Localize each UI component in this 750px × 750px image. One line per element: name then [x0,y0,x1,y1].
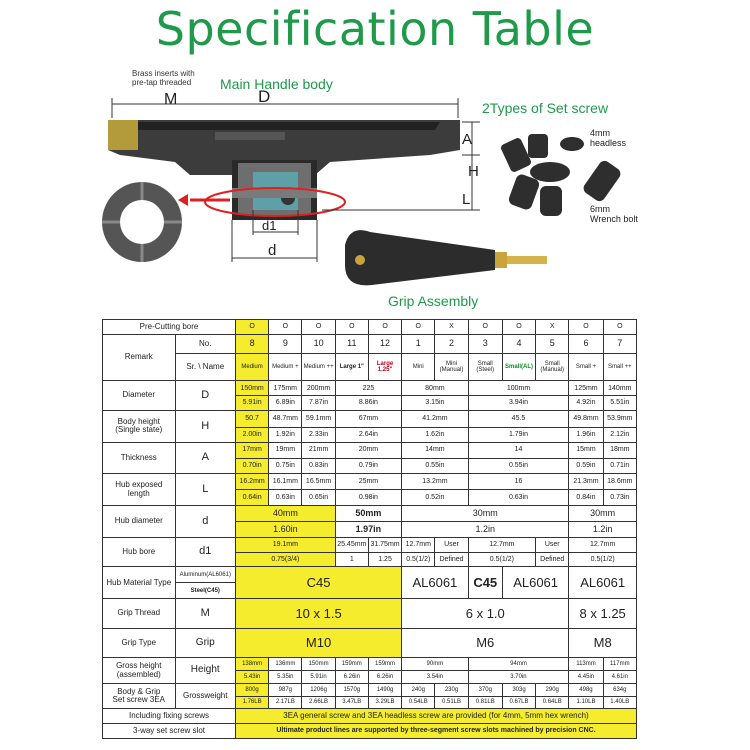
model-no: 5 [536,334,569,353]
grip-thread-label: Grip Thread [103,599,176,629]
gross-weight-lb: 1.10LB [569,696,603,709]
diameter-in: 3.94in [468,396,569,411]
gross-height-in: 3.70in [468,671,569,684]
gross-weight-g: 1206g [302,683,335,696]
precut-cell: O [603,320,636,335]
hub-exposed-in: 0.63in [468,490,569,506]
hub-bore-user: User [435,537,468,552]
model-name: Small + [569,353,603,381]
material-steel: Steel(C45) [175,583,235,599]
hub-bore-label: Hub bore [103,537,176,567]
model-no: 3 [468,334,502,353]
hub-exposed-mm: 21.3mm [569,474,603,490]
precut-cell: X [435,320,468,335]
diameter-in: 3.15in [402,396,468,411]
hub-bore-mm: 19.1mm [235,537,335,552]
body-height-in: 2.33in [302,427,335,442]
precut-cell: O [402,320,435,335]
body-height-mm: 48.7mm [269,410,302,427]
headless-label-2: headless [590,138,627,148]
name-row [103,353,637,381]
material-value: AL6061 [569,567,637,599]
thickness-mm: 17mm [235,442,268,458]
spec-table [102,319,637,739]
body-height-in: 1.96in [569,427,603,442]
brass-note-2: pre-tap threaded [132,78,192,87]
hub-bore-in: 0.5(1/2) [468,552,535,567]
body-height-mm: 53.9mm [603,410,636,427]
gross-height-mm: 150mm [302,658,335,671]
body-height-label: Body height (Single state) [103,410,176,442]
dim-d-label: D [258,87,271,106]
thickness-in: 0.71in [603,458,636,474]
diameter-in: 6.89in [269,396,302,411]
body-height-in: 2.12in [603,427,636,442]
thickness-mm: 20mm [335,442,401,458]
gross-weight-g: 370g [468,683,502,696]
dim-m-label: M [164,91,178,108]
diameter-mm: 100mm [468,381,569,396]
hub-material-label: Hub Material Type [103,567,176,599]
material-aluminum: Aluminum(AL6061) [175,567,235,583]
model-no: 6 [569,334,603,353]
gross-weight-g: 303g [502,683,535,696]
model-name: Large 1.25" [368,353,401,381]
hub-diameter-mm: 50mm [335,506,401,522]
diameter-mm: 200mm [302,381,335,396]
precut-cell: O [302,320,335,335]
hub-exposed-label: Hub exposed length [103,474,176,506]
model-name: Mini (Manual) [435,353,468,381]
gross-height-in: 3.54in [402,671,468,684]
hub-diameter-label: Hub diameter [103,506,176,538]
model-name: Small (Manual) [536,353,569,381]
model-name: Small ++ [603,353,636,381]
body-height-in: 2.00in [235,427,268,442]
material-value: C45 [235,567,401,599]
grip-thread-value: 10 x 1.5 [235,599,401,629]
model-no: 11 [335,334,368,353]
gross-weight-label: Body & Grip Set screw 3EA [103,683,176,708]
gross-weight-g: 987g [269,683,302,696]
grip-thread-value: 8 x 1.25 [569,599,637,629]
hub-diameter-in: 1.60in [235,522,335,538]
hub-exposed-mm: 25mm [335,474,401,490]
body-height-mm: 49.8mm [569,410,603,427]
hub-exposed-mm: 18.6mm [603,474,636,490]
hub-exposed-symbol: L [175,474,235,506]
gross-weight-lb: 3.29LB [368,696,401,709]
gross-height-in: 6.26in [335,671,368,684]
hub-exposed-in: 0.84in [569,490,603,506]
gross-weight-g: 290g [536,683,569,696]
brass-note: Brass inserts with [132,69,195,78]
thickness-in: 0.83in [302,458,335,474]
gross-weight-lb: 0.51LB [435,696,468,709]
set-screw-title: 2Types of Set screw [482,100,609,116]
gross-weight-lb: 0.54LB [402,696,435,709]
precut-cell: O [502,320,535,335]
hub-exposed-in: 0.52in [402,490,468,506]
remark-label: Remark [103,334,176,381]
gross-weight-lb: 3.47LB [335,696,368,709]
grip-type-value: M6 [402,628,569,658]
body-height-symbol: H [175,410,235,442]
hub-exposed-mm: 16.2mm [235,474,268,490]
hub-bore-defined: Defined [536,552,569,567]
grip-type-symbol: Grip [175,628,235,658]
hub-bore-in: 0.75(3/4) [235,552,335,567]
thickness-mm: 21mm [302,442,335,458]
no-label: No. [175,334,235,353]
grip-assembly-image [345,230,547,285]
model-name: Small(AL) [502,353,535,381]
hub-bore-mm: 12.7mm [402,537,435,552]
gross-weight-lb: 2.66LB [302,696,335,709]
gross-height-symbol: Height [175,658,235,683]
main-body-label: Main Handle body [220,76,333,92]
hub-bore-mm: 31.75mm [368,537,401,552]
diameter-mm: 150mm [235,381,268,396]
thickness-in: 0.70in [235,458,268,474]
body-height-mm: 59.1mm [302,410,335,427]
thickness-symbol: A [175,442,235,474]
thickness-in: 0.79in [335,458,401,474]
gross-height-in: 5.43in [235,671,268,684]
gross-height-in: 5.35in [269,671,302,684]
model-name: Medium ++ [302,353,335,381]
grip-type-value: M8 [569,628,637,658]
gross-height-mm: 113mm [569,658,603,671]
hub-exposed-in: 0.65in [302,490,335,506]
wrench-label: 6mm [590,204,610,214]
hub-diameter-mm: 40mm [235,506,335,522]
hub-diameter-in: 1.2in [402,522,569,538]
model-no: 9 [269,334,302,353]
hub-bore-mm: 12.7mm [468,537,535,552]
hub-diameter-in: 1.97in [335,522,401,538]
hub-bore-defined: Defined [435,552,468,567]
headless-label: 4mm [590,128,610,138]
precut-cell: O [569,320,603,335]
diameter-mm: 125mm [569,381,603,396]
diameter-label: Diameter [103,381,176,411]
thickness-label: Thickness [103,442,176,474]
gross-weight-lb: 0.81LB [468,696,502,709]
gross-height-mm: 117mm [603,658,636,671]
diameter-mm: 140mm [603,381,636,396]
model-no: 2 [435,334,468,353]
gross-height-mm: 159mm [368,658,401,671]
hub-exposed-in: 0.98in [335,490,401,506]
hub-bore-in: 1.25 [368,552,401,567]
precut-cell: O [235,320,268,335]
hub-diameter-in: 1.2in [569,522,637,538]
gross-weight-lb: 1.40LB [603,696,636,709]
material-value: AL6061 [402,567,468,599]
body-height-mm: 41.2mm [402,410,468,427]
thickness-mm: 19mm [269,442,302,458]
thickness-in: 0.59in [569,458,603,474]
body-height-in: 1.62in [402,427,468,442]
gross-height-mm: 94mm [468,658,569,671]
model-no: 12 [368,334,401,353]
gross-height-in: 4.45in [569,671,603,684]
precut-label: Pre-Cutting bore [103,320,236,335]
page-title: Specification Table [155,2,595,56]
hub-diameter-mm: 30mm [402,506,569,522]
hub-exposed-mm: 16 [468,474,569,490]
gross-height-mm: 136mm [269,658,302,671]
grip-type-label: Grip Type [103,628,176,658]
hub-exposed-in: 0.73in [603,490,636,506]
hub-ring [102,182,182,262]
thickness-mm: 18mm [603,442,636,458]
gross-weight-lb: 0.67LB [502,696,535,709]
model-no: 1 [402,334,435,353]
precut-cell: X [536,320,569,335]
gross-weight-lb: 2.17LB [269,696,302,709]
body-height-mm: 45.5 [468,410,569,427]
gross-height-mm: 159mm [335,658,368,671]
precut-row [103,320,637,335]
dim-l-label: L [462,191,471,208]
model-no: 7 [603,334,636,353]
diameter-in: 5.51in [603,396,636,411]
thickness-in: 0.75in [269,458,302,474]
model-name: Large 1" [335,353,368,381]
diameter-in: 7.87in [302,396,335,411]
gross-weight-g: 1570g [335,683,368,696]
diameter-mm: 225 [335,381,401,396]
model-name: Medium + [269,353,302,381]
hub-bore-in: 1 [335,552,368,567]
gross-weight-g: 1490g [368,683,401,696]
gross-height-in: 5.91in [302,671,335,684]
model-no: 8 [235,334,268,353]
hub-exposed-mm: 16.5mm [302,474,335,490]
grip-assembly-label: Grip Assembly [388,293,479,309]
no-row [103,334,637,353]
hub-bore-symbol: d1 [175,537,235,567]
gross-weight-lb: 1.76LB [235,696,268,709]
precut-cell: O [468,320,502,335]
body-height-in: 2.64in [335,427,401,442]
model-name: Mini [402,353,435,381]
screw-slot-label: 3-way set screw slot [103,724,236,739]
body-height-in: 1.79in [468,427,569,442]
grip-thread-symbol: M [175,599,235,629]
gross-height-in: 6.26in [368,671,401,684]
hub-exposed-in: 0.64in [235,490,268,506]
hub-bore-in: 0.5(1/2) [402,552,435,567]
body-height-mm: 67mm [335,410,401,427]
dim-d1-label: d1 [262,218,277,233]
diameter-mm: 80mm [402,381,468,396]
wrench-label-2: Wrench bolt [590,214,638,224]
gross-weight-g: 634g [603,683,636,696]
screw-slot-text: Ultimate product lines are supported by three-segment screw slots machined by precision CNC. [235,724,636,739]
precut-cell: O [335,320,368,335]
material-value: C45 [468,567,502,599]
hub-diameter-symbol: d [175,506,235,538]
dim-h-label: H [468,163,479,180]
dim-d-small-label: d [268,242,277,259]
technical-diagram [0,60,750,318]
diameter-mm: 175mm [269,381,302,396]
model-name: Small (Steel) [468,353,502,381]
thickness-in: 0.55in [402,458,468,474]
thickness-mm: 14mm [402,442,468,458]
gross-height-in: 4.61in [603,671,636,684]
fixing-screws-text: 3EA general screw and 3EA headless screw are provided (for 4mm, 5mm hex wrench) [235,709,636,724]
gross-height-mm: 138mm [235,658,268,671]
gross-height-label: Gross height (assembled) [103,658,176,683]
gross-weight-lb: 0.64LB [536,696,569,709]
hub-exposed-mm: 13.2mm [402,474,468,490]
gross-weight-symbol: Grossweight [175,683,235,708]
hub-bore-mm: 25.45mm [335,537,368,552]
hub-exposed-mm: 16.1mm [269,474,302,490]
diameter-in: 5.91in [235,396,268,411]
grip-thread-value: 6 x 1.0 [402,599,569,629]
precut-cell: O [269,320,302,335]
material-value: AL6061 [502,567,568,599]
thickness-mm: 15mm [569,442,603,458]
dim-a-label: A [462,131,473,148]
gross-weight-g: 800g [235,683,268,696]
gross-weight-g: 240g [402,683,435,696]
body-height-mm: 50.7 [235,410,268,427]
gross-weight-g: 230g [435,683,468,696]
body-height-in: 1.92in [269,427,302,442]
precut-cell: O [368,320,401,335]
thickness-in: 0.55in [468,458,569,474]
diameter-in: 4.92in [569,396,603,411]
fixing-screws-label: Including fixing screws [103,709,236,724]
grip-type-value: M10 [235,628,401,658]
gross-weight-g: 498g [569,683,603,696]
model-no: 10 [302,334,335,353]
hub-bore-in: 0.5(1/2) [569,552,637,567]
hub-bore-mm: 12.7mm [569,537,637,552]
hub-exposed-in: 0.63in [269,490,302,506]
hub-diameter-mm: 30mm [569,506,637,522]
diameter-symbol: D [175,381,235,411]
sr-name-label: Sr. \ Name [175,353,235,381]
diameter-in: 8.86in [335,396,401,411]
thickness-mm: 14 [468,442,569,458]
gross-height-mm: 90mm [402,658,468,671]
model-name: Medium [235,353,268,381]
hub-bore-user: User [536,537,569,552]
model-no: 4 [502,334,535,353]
